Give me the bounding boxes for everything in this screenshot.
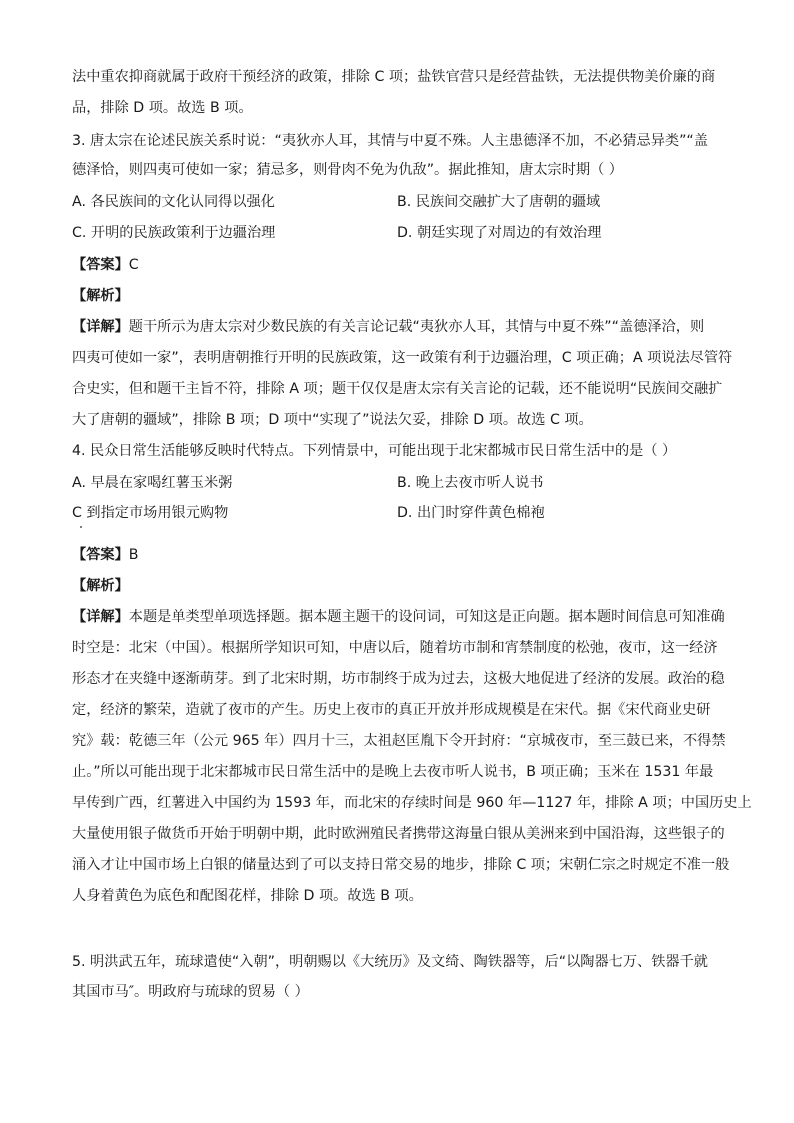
q4-option-d: D. 出门时穿件黄色棉袍 — [397, 505, 545, 521]
answer-tag: 【答案】 — [72, 547, 129, 563]
answer-value: B — [128, 547, 139, 563]
q4-stem-line-1: 4. 民众日常生活能够反映时代特点。下列情景中，可能出现于北宋都城市民日常生活中的是（ ） — [72, 443, 677, 459]
q4-option-a: A. 早晨在家喝红薯玉米粥 — [72, 475, 233, 491]
q3-answer — [72, 255, 139, 275]
q4-analysis-tag: 【解析】 — [72, 578, 129, 594]
q4-detail-line-1 — [72, 607, 725, 627]
answer-tag: 【答案】 — [72, 257, 129, 273]
q3-stem-line-1: 3. 唐太宗在论述民族关系时说：“夷狄亦人耳，其情与中夏不殊。人主患德泽不加，不必猜忌异类”“盖 — [72, 133, 708, 149]
q4-option-b: B. 晚上去夜市听人说书 — [397, 475, 544, 491]
q3-detail-line-1 — [72, 317, 704, 337]
q3-analysis-tag: 【解析】 — [72, 288, 129, 304]
q4-detail-line-9: 涌入才让中国市场上白银的储量达到了可以支持日常交易的地步，排除 C 项；宋朝仁宗之时规定不准一般 — [72, 857, 730, 873]
q3-detail-line-3: 合史实，但和题干主旨不符，排除 A 项；题干仅仅是唐太宗有关言论的记载，还不能说明“民族间交融扩 — [72, 381, 723, 397]
q5-stem-line-1: 5. 明洪武五年，琉球遣使“入朝”，明朝赐以《大统历》及文绮、陶铁器等，后“以陶器七万、铁器千就 — [72, 954, 708, 970]
q4-detail-line-8: 大量使用银子做货币开始于明朝中期，此时欧洲殖民者携带这海量白银从美洲来到中国沿海，这些银子的 — [72, 826, 725, 842]
q4-answer — [72, 545, 139, 565]
q4-detail-line-4: 定，经济的繁荣，造就了夜市的产生。历史上夜市的真正开放并形成规模是在宋代。据《宋代商业史研 — [72, 702, 711, 718]
q4-detail-line-6: 止。”所以可能出现于北宋都城市民日常生活中的是晚上去夜市听人说书，B 项正确；玉米在 1531 年最 — [72, 764, 714, 780]
q3-option-b: B. 民族间交融扩大了唐朝的疆域 — [397, 194, 601, 210]
q4-detail-line-7: 早传到广西，红薯进入中国约为 1593 年，而北宋的存续时间是 960 年—1127 年，排除 A 项；中国历史上 — [72, 795, 752, 811]
q3-option-d: D. 朝廷实现了对周边的有效治理 — [397, 225, 602, 241]
q3-option-c: C. 开明的民族政策利于边疆治理 — [72, 225, 276, 241]
prev-text-line-2: 品，排除 D 项。故选 B 项。 — [72, 100, 253, 116]
q4-detail-line-2: 时空是：北宋（中国）。根据所学知识可知，中唐以后，随着坊市制和宵禁制度的松弛，夜市，这一经济 — [72, 640, 718, 656]
q3-detail-line-2: 四夷可使如一家”，表明唐朝推行开明的民族政策，这一政策有利于边疆治理，C 项正确；A 项说法尽管符 — [72, 350, 733, 366]
detail-tag: 【详解】 — [72, 319, 129, 335]
q3-detail-line-4: 大了唐朝的疆域”，排除 B 项；D 项中“实现了”说法欠妥，排除 D 项。故选 C 项。 — [72, 412, 593, 428]
detail-text: 本题是单类型单项选择题。据本题主题干的设问词，可知这是正向题。据本题时间信息可知准确 — [128, 609, 725, 625]
q4-detail-line-10: 人身着黄色为底色和配图花样，排除 D 项。故选 B 项。 — [72, 888, 423, 904]
detail-tag: 【详解】 — [72, 609, 129, 625]
q3-stem-line-2: 德泽恰，则四夷可使如一家；猜忌多，则骨肉不免为仇敌”。据此推知，唐太宗时期（ ） — [72, 162, 623, 178]
detail-text: 题干所示为唐太宗对少数民族的有关言论记载“夷狄亦人耳，其情与中夏不殊”“盖德泽洽，则 — [128, 319, 705, 335]
q3-option-a: A. 各民族间的文化认同得以强化 — [72, 194, 275, 210]
q4-detail-line-5: 究》载：乾德三年（公元 965 年）四月十三，太祖赵匡胤下令开封府：“京城夜市，至三鼓已来，不得禁 — [72, 733, 726, 749]
q4-option-c: C 到指定市场用银元购物 — [72, 505, 229, 521]
prev-text-line-1: 法中重农抑商就属于政府干预经济的政策，排除 C 项；盐铁官营只是经营盐铁，无法提供物美价廉的商 — [72, 69, 716, 85]
stray-dot — [80, 526, 82, 528]
q4-detail-line-3: 形态才在夹缝中逐渐萌芽。到了北宋时期，坊市制终于成为过去，这极大地促进了经济的发展。政治的稳 — [72, 671, 725, 687]
q5-stem-line-2: 其国市马″。明政府与琉球的贸易（ ） — [72, 984, 309, 1000]
answer-value: C — [128, 257, 139, 273]
